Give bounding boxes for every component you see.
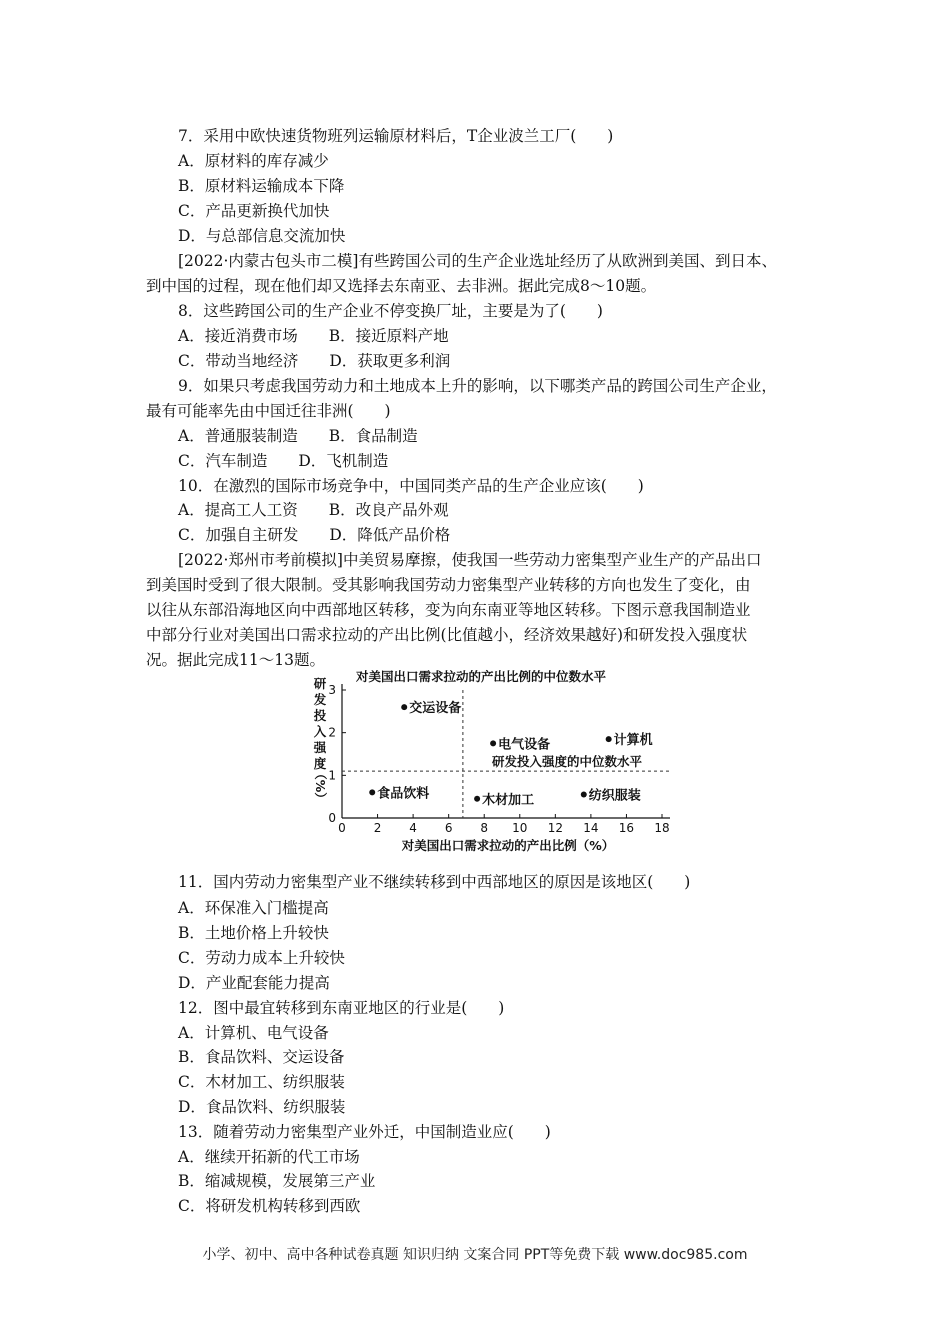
q13-stem: 13．随着劳动力密集型产业外迁，中国制造业应( ) bbox=[178, 1123, 551, 1141]
q13-option-b: B．缩减规模，发展第三产业 bbox=[178, 1172, 376, 1190]
data-point-label: 木材加工 bbox=[482, 792, 535, 808]
x-tick-label: 14 bbox=[583, 821, 599, 835]
footer-banner: 小学、初中、高中各种试卷真题 知识归纳 文案合同 PPT等免费下载 www.doc985.com bbox=[202, 1247, 748, 1263]
q12-option-a: A．计算机、电气设备 bbox=[178, 1024, 329, 1042]
y-tick-label: 2 bbox=[328, 725, 336, 740]
q9-stem-line1: 9．如果只考虑我国劳动力和土地成本上升的影响，以下哪类产品的跨国公司生产企业， bbox=[178, 377, 777, 395]
intro2-line4: 中部分行业对美国出口需求拉动的产出比例(比值越小，经济效果越好)和研发投入强度状 bbox=[146, 626, 748, 644]
x-tick-label: 10 bbox=[512, 821, 528, 835]
data-point-label: 电气设备 bbox=[498, 737, 551, 753]
y-axis-label-char: 强 bbox=[313, 740, 327, 755]
q10-options-row2: C．加强自主研发 D．降低产品价格 bbox=[178, 526, 451, 544]
q11-stem: 11．国内劳动力密集型产业不继续转移到中西部地区的原因是该地区( ) bbox=[178, 873, 691, 891]
data-point-label: 食品饮料 bbox=[377, 786, 430, 802]
y-tick-label: 0 bbox=[328, 811, 336, 825]
x-tick-label: 16 bbox=[618, 821, 635, 835]
data-point bbox=[581, 792, 587, 798]
data-point-label: 交运设备 bbox=[409, 701, 462, 717]
x-tick-label: 18 bbox=[654, 821, 670, 835]
q11-option-d: D．产业配套能力提高 bbox=[178, 974, 330, 992]
q11-option-b: B．土地价格上升较快 bbox=[178, 924, 329, 942]
x-tick-label: 4 bbox=[409, 821, 417, 835]
x-axis-label: 对美国出口需求拉动的产出比例（%） bbox=[401, 838, 615, 853]
q12-option-c: C．木材加工、纺织服装 bbox=[178, 1073, 345, 1091]
intro1-line1: [2022·内蒙古包头市二模]有些跨国公司的生产企业选址经历了从欧洲到美国、到日本、 bbox=[178, 252, 777, 270]
q13-option-a: A．继续开拓新的代工市场 bbox=[178, 1148, 360, 1166]
y-axis-label-char: （%） bbox=[313, 767, 328, 805]
chart-title: 对美国出口需求拉动的产出比例的中位数水平 bbox=[356, 669, 607, 684]
data-point bbox=[606, 736, 612, 742]
intro2-line1: [2022·郑州市考前模拟]中美贸易摩擦，使我国一些劳动力密集型产业生产的产品出口 bbox=[178, 551, 762, 569]
y-axis-label-char: 入 bbox=[313, 724, 327, 739]
q8-options-row2: C．带动当地经济 D．获取更多利润 bbox=[178, 352, 451, 370]
q10-stem: 10．在激烈的国际市场竞争中，中国同类产品的生产企业应该( ) bbox=[178, 477, 644, 495]
intro2-line2: 到美国时受到了很大限制。受其影响我国劳动力密集型产业转移的方向也发生了变化，由 bbox=[146, 576, 751, 594]
q7-option-c: C．产品更新换代加快 bbox=[178, 202, 330, 220]
data-point bbox=[490, 740, 496, 746]
x-tick-label: 8 bbox=[480, 821, 489, 835]
data-point-label: 纺织服装 bbox=[588, 788, 641, 804]
q7-option-d: D．与总部信息交流加快 bbox=[178, 227, 346, 245]
scatter-chart bbox=[300, 666, 690, 862]
q8-options-row1: A．接近消费市场 B．接近原料产地 bbox=[178, 327, 449, 345]
q8-stem: 8．这些跨国公司的生产企业不停变换厂址，主要是为了( ) bbox=[178, 302, 603, 320]
y-axis-label-char: 研 bbox=[313, 676, 327, 691]
q12-stem: 12．图中最宜转移到东南亚地区的行业是( ) bbox=[178, 999, 505, 1017]
q11-option-a: A．环保准入门槛提高 bbox=[178, 899, 329, 917]
q7-stem: 7．采用中欧快速货物班列运输原材料后，T企业波兰工厂( ) bbox=[178, 127, 614, 145]
x-tick-label: 6 bbox=[444, 821, 453, 835]
data-point-label: 计算机 bbox=[613, 733, 653, 749]
y-axis-label-char: 度 bbox=[313, 756, 327, 771]
data-point bbox=[401, 704, 407, 710]
x-tick-label: 12 bbox=[547, 821, 563, 835]
intro2-line3: 以往从东部沿海地区向中西部地区转移，变为向东南亚等地区转移。下图示意我国制造业 bbox=[146, 601, 751, 619]
q13-option-c: C．将研发机构转移到西欧 bbox=[178, 1197, 361, 1215]
q12-option-d: D．食品饮料、纺织服装 bbox=[178, 1098, 346, 1116]
y-axis-label-char: 投 bbox=[313, 708, 327, 723]
data-point bbox=[474, 796, 480, 802]
y-tick-label: 3 bbox=[328, 683, 336, 697]
q9-options-row1: A．普通服装制造 B．食品制造 bbox=[178, 427, 418, 445]
intro1-line2: 到中国的过程，现在他们却又选择去东南亚、去非洲。据此完成8～10题。 bbox=[146, 277, 657, 295]
q12-option-b: B．食品饮料、交运设备 bbox=[178, 1048, 345, 1066]
q11-option-c: C．劳动力成本上升较快 bbox=[178, 949, 345, 967]
q7-option-a: A．原材料的库存减少 bbox=[178, 152, 329, 170]
intro2-line5: 况。据此完成11～13题。 bbox=[146, 651, 325, 669]
median-y-label: 研发投入强度的中位数水平 bbox=[492, 754, 643, 770]
x-tick-label: 0 bbox=[338, 821, 346, 835]
q9-stem-line2: 最有可能率先由中国迁往非洲( ) bbox=[146, 402, 391, 420]
x-tick-label: 2 bbox=[373, 821, 382, 835]
data-point bbox=[369, 789, 375, 795]
y-axis-label-char: 发 bbox=[313, 692, 327, 707]
q9-options-row2: C．汽车制造 D．飞机制造 bbox=[178, 452, 389, 470]
q10-options-row1: A．提高工人工资 B．改良产品外观 bbox=[178, 501, 449, 519]
q7-option-b: B．原材料运输成本下降 bbox=[178, 177, 345, 195]
y-tick-label: 1 bbox=[328, 768, 336, 783]
